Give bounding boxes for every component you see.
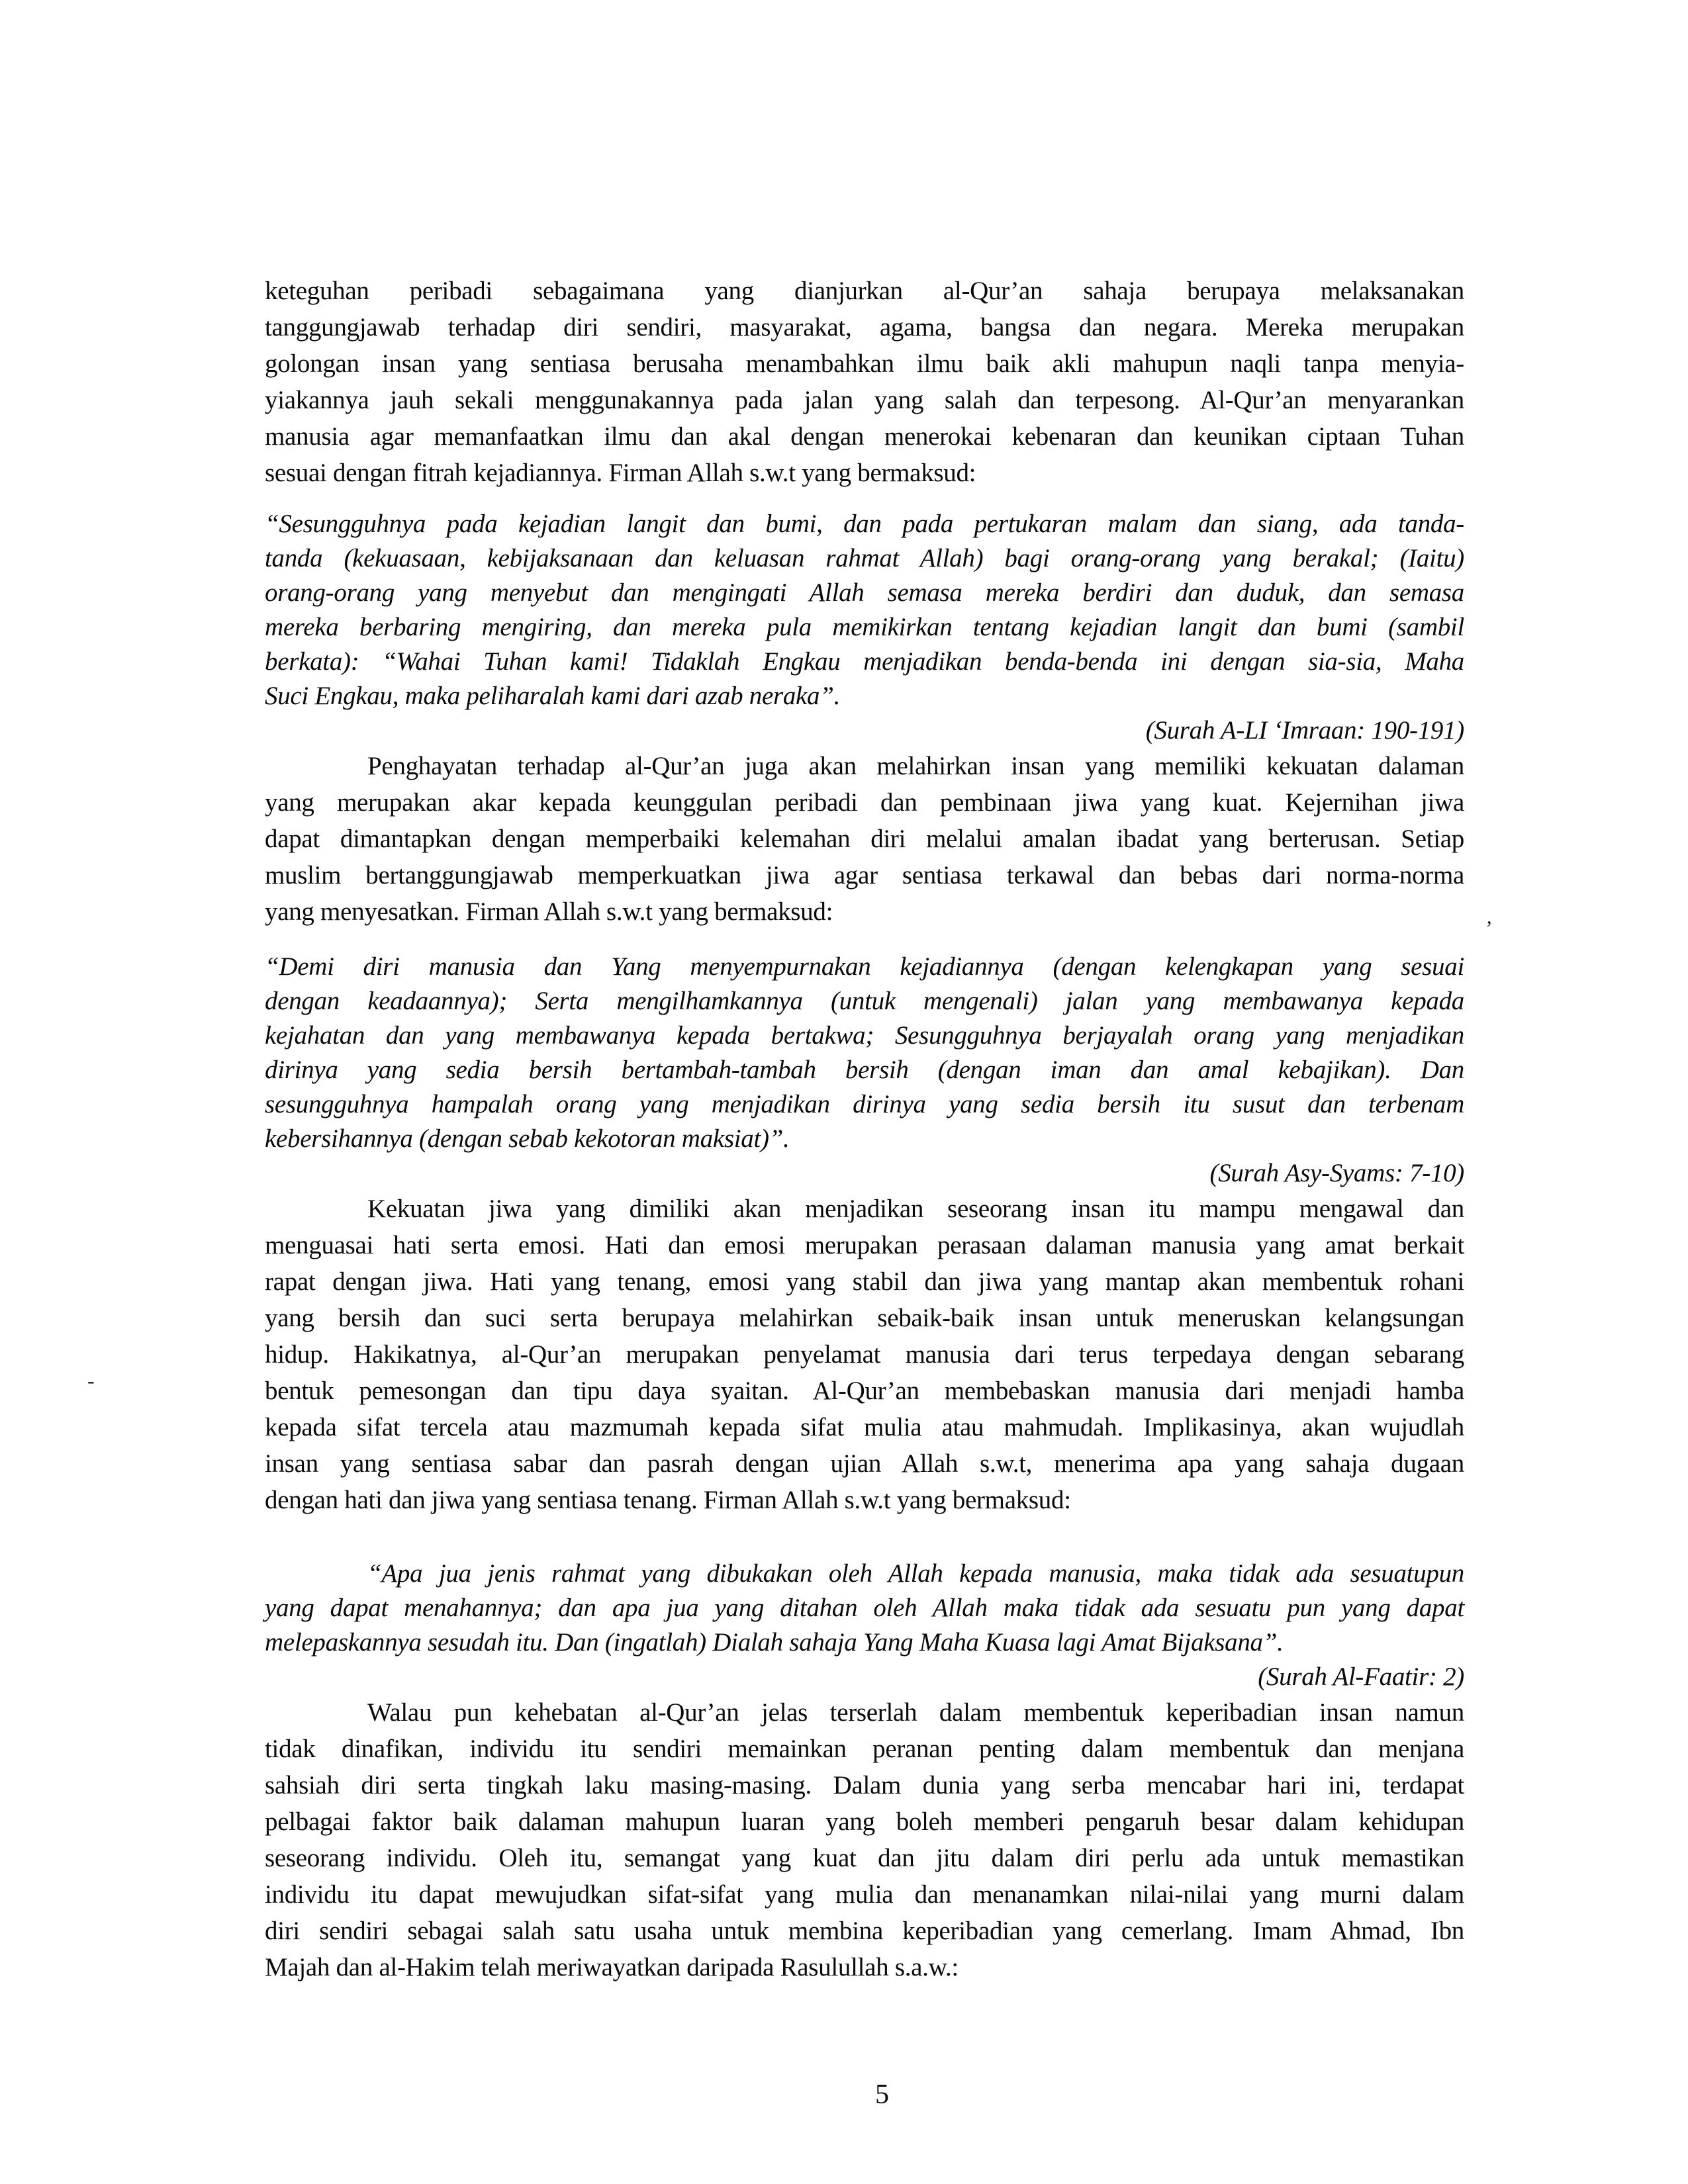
text-line: yiakannya jauh sekali menggunakannya pada jalan yang salah dan terpesong. Al-Qur’an menyarankan <box>265 386 1464 414</box>
text-line: golongan insan yang sentiasa berusaha menambahkan ilmu baik akli mahupun naqli tanpa menyia- <box>265 349 1464 378</box>
text-line: kepada sifat tercela atau mazmumah kepada sifat mulia atau mahmudah. Implikasinya, akan wujudlah <box>265 1413 1464 1441</box>
text-line: hidup. Hakikatnya, al-Qur’an merupakan penyelamat manusia dari terus terpedaya dengan sebarang <box>265 1340 1464 1369</box>
quote-block <box>265 1557 1464 1660</box>
text-line: “Demi diri manusia dan Yang menyempurnakan kejadiannya (dengan kelengkapan yang sesuai <box>265 952 1464 981</box>
text-line: “Sesungguhnya pada kejadian langit dan bumi, dan pada pertukaran malam dan siang, ada tanda- <box>265 510 1464 538</box>
text-line: yang merupakan akar kepada keunggulan peribadi dan pembinaan jiwa yang kuat. Kejernihan jiwa <box>265 788 1464 817</box>
text-line: bentuk pemesongan dan tipu daya syaitan. Al-Qur’an membebaskan manusia dari menjadi hamba <box>265 1377 1464 1405</box>
text-line: Penghayatan terhadap al-Qur’an juga akan melahirkan insan yang memiliki kekuatan dalaman <box>367 752 1464 780</box>
text-line: tidak dinafikan, individu itu sendiri memainkan peranan penting dalam membentuk dan menjana <box>265 1735 1464 1763</box>
text-line: sahsiah diri serta tingkah laku masing-masing. Dalam dunia yang serba mencabar hari ini, terdapat <box>265 1771 1464 1799</box>
text-line: dengan hati dan jiwa yang sentiasa tenang. Firman Allah s.w.t yang bermaksud: <box>265 1486 1071 1514</box>
attribution-block <box>265 1660 1464 1694</box>
paragraph-block <box>265 1191 1464 1518</box>
text-line: dapat dimantapkan dengan memperbaiki kelemahan diri melalui amalan ibadat yang berterusan. Setiap <box>265 825 1464 853</box>
text-line: Majah dan al-Hakim telah meriwayatkan daripada Rasulullah s.a.w.: <box>265 1953 959 1981</box>
text-line: “Apa jua jenis rahmat yang dibukakan oleh Allah kepada manusia, maka tidak ada sesuatupun <box>367 1559 1464 1588</box>
text-line: melepaskannya sesudah itu. Dan (ingatlah) Dialah sahaja Yang Maha Kuasa lagi Amat Bijaksana”. <box>265 1628 1284 1657</box>
attribution-block <box>265 1156 1464 1191</box>
text-line: dirinya yang sedia bersih bertambah-tambah bersih (dengan iman dan amal kebajikan). Dan <box>265 1056 1464 1084</box>
text-line: Walau pun kehebatan al-Qur’an jelas terserlah dalam membentuk keperibadian insan namun <box>367 1698 1464 1727</box>
surah-attribution: (Surah Al-Faatir: 2) <box>1258 1662 1464 1691</box>
text-line: insan yang sentiasa sabar dan pasrah dengan ujian Allah s.w.t, menerima apa yang sahaja dugaan <box>265 1449 1464 1478</box>
text-line: Kekuatan jiwa yang dimiliki akan menjadikan seseorang insan itu mampu mengawal dan <box>367 1195 1464 1223</box>
text-line: berkata): “Wahai Tuhan kami! Tidaklah Engkau menjadikan benda-benda ini dengan sia-sia, Maha <box>265 647 1464 676</box>
text-line: kebersihannya (dengan sebab kekotoran maksiat)”. <box>265 1124 790 1153</box>
scan-artifact: - <box>87 1369 95 1392</box>
paragraph-block <box>265 273 1464 491</box>
text-line: diri sendiri sebagai salah satu usaha untuk membina keperibadian yang cemerlang. Imam Ahmad, Ibn <box>265 1917 1464 1945</box>
attribution-block <box>265 713 1464 748</box>
text-line: pelbagai faktor baik dalaman mahupun luaran yang boleh memberi pengaruh besar dalam kehidupan <box>265 1807 1464 1836</box>
text-line: tanggungjawab terhadap diri sendiri, masyarakat, agama, bangsa dan negara. Mereka merupakan <box>265 313 1464 341</box>
text-line: dengan keadaannya); Serta mengilhamkannya (untuk mengenali) jalan yang membawanya kepada <box>265 987 1464 1015</box>
surah-attribution: (Surah A-LI ‘Imraan: 190-191) <box>1145 716 1464 745</box>
text-line: Suci Engkau, maka peliharalah kami dari azab neraka”. <box>265 682 841 710</box>
text-line: mereka berbaring mengiring, dan mereka pula memikirkan tentang kejadian langit dan bumi (sambil <box>265 613 1464 641</box>
paragraph-block <box>265 1694 1464 1985</box>
text-line: kejahatan dan yang membawanya kepada bertakwa; Sesungguhnya berjayalah orang yang menjadikan <box>265 1021 1464 1050</box>
quote-block <box>265 950 1464 1156</box>
text-line: yang dapat menahannya; dan apa jua yang ditahan oleh Allah maka tidak ada sesuatu pun yang dapat <box>265 1594 1464 1622</box>
text-line: sesungguhnya hampalah orang yang menjadikan dirinya yang sedia bersih itu susut dan terbenam <box>265 1090 1464 1118</box>
text-line: tanda (kekuasaan, kebijaksanaan dan keluasan rahmat Allah) bagi orang-orang yang berakal; (Iaitu) <box>265 544 1464 572</box>
text-line: seseorang individu. Oleh itu, semangat yang kuat dan jitu dalam diri perlu ada untuk memastikan <box>265 1844 1464 1872</box>
paragraph-block <box>265 748 1464 930</box>
document-body <box>265 273 1464 1985</box>
text-line: rapat dengan jiwa. Hati yang tenang, emosi yang stabil dan jiwa yang mantap akan membentuk rohani <box>265 1267 1464 1296</box>
text-line: menguasai hati serta emosi. Hati dan emosi merupakan perasaan dalaman manusia yang amat berkait <box>265 1231 1464 1259</box>
text-line: yang menyesatkan. Firman Allah s.w.t yang bermaksud: <box>265 897 833 926</box>
text-line: manusia agar memanfaatkan ilmu dan akal dengan menerokai kebenaran dan keunikan ciptaan Tuhan <box>265 422 1464 451</box>
text-line: sesuai dengan fitrah kejadiannya. Firman Allah s.w.t yang bermaksud: <box>265 459 976 487</box>
text-line: keteguhan peribadi sebagaimana yang dianjurkan al-Qur’an sahaja berupaya melaksanakan <box>265 277 1464 305</box>
surah-attribution: (Surah Asy-Syams: 7-10) <box>1209 1159 1464 1187</box>
text-line: yang bersih dan suci serta berupaya melahirkan sebaik-baik insan untuk meneruskan kelangsungan <box>265 1304 1464 1332</box>
text-line: orang-orang yang menyebut dan mengingati Allah semasa mereka berdiri dan duduk, dan semasa <box>265 578 1464 607</box>
quote-block <box>265 507 1464 713</box>
text-line: individu itu dapat mewujudkan sifat-sifat yang mulia dan menanamkan nilai-nilai yang murni dalam <box>265 1880 1464 1909</box>
text-line: muslim bertanggungjawab memperkuatkan jiwa agar sentiasa terkawal dan bebas dari norma-norma <box>265 861 1464 889</box>
page-number: 5 <box>875 2079 889 2110</box>
scan-artifact: ’ <box>1484 916 1491 940</box>
